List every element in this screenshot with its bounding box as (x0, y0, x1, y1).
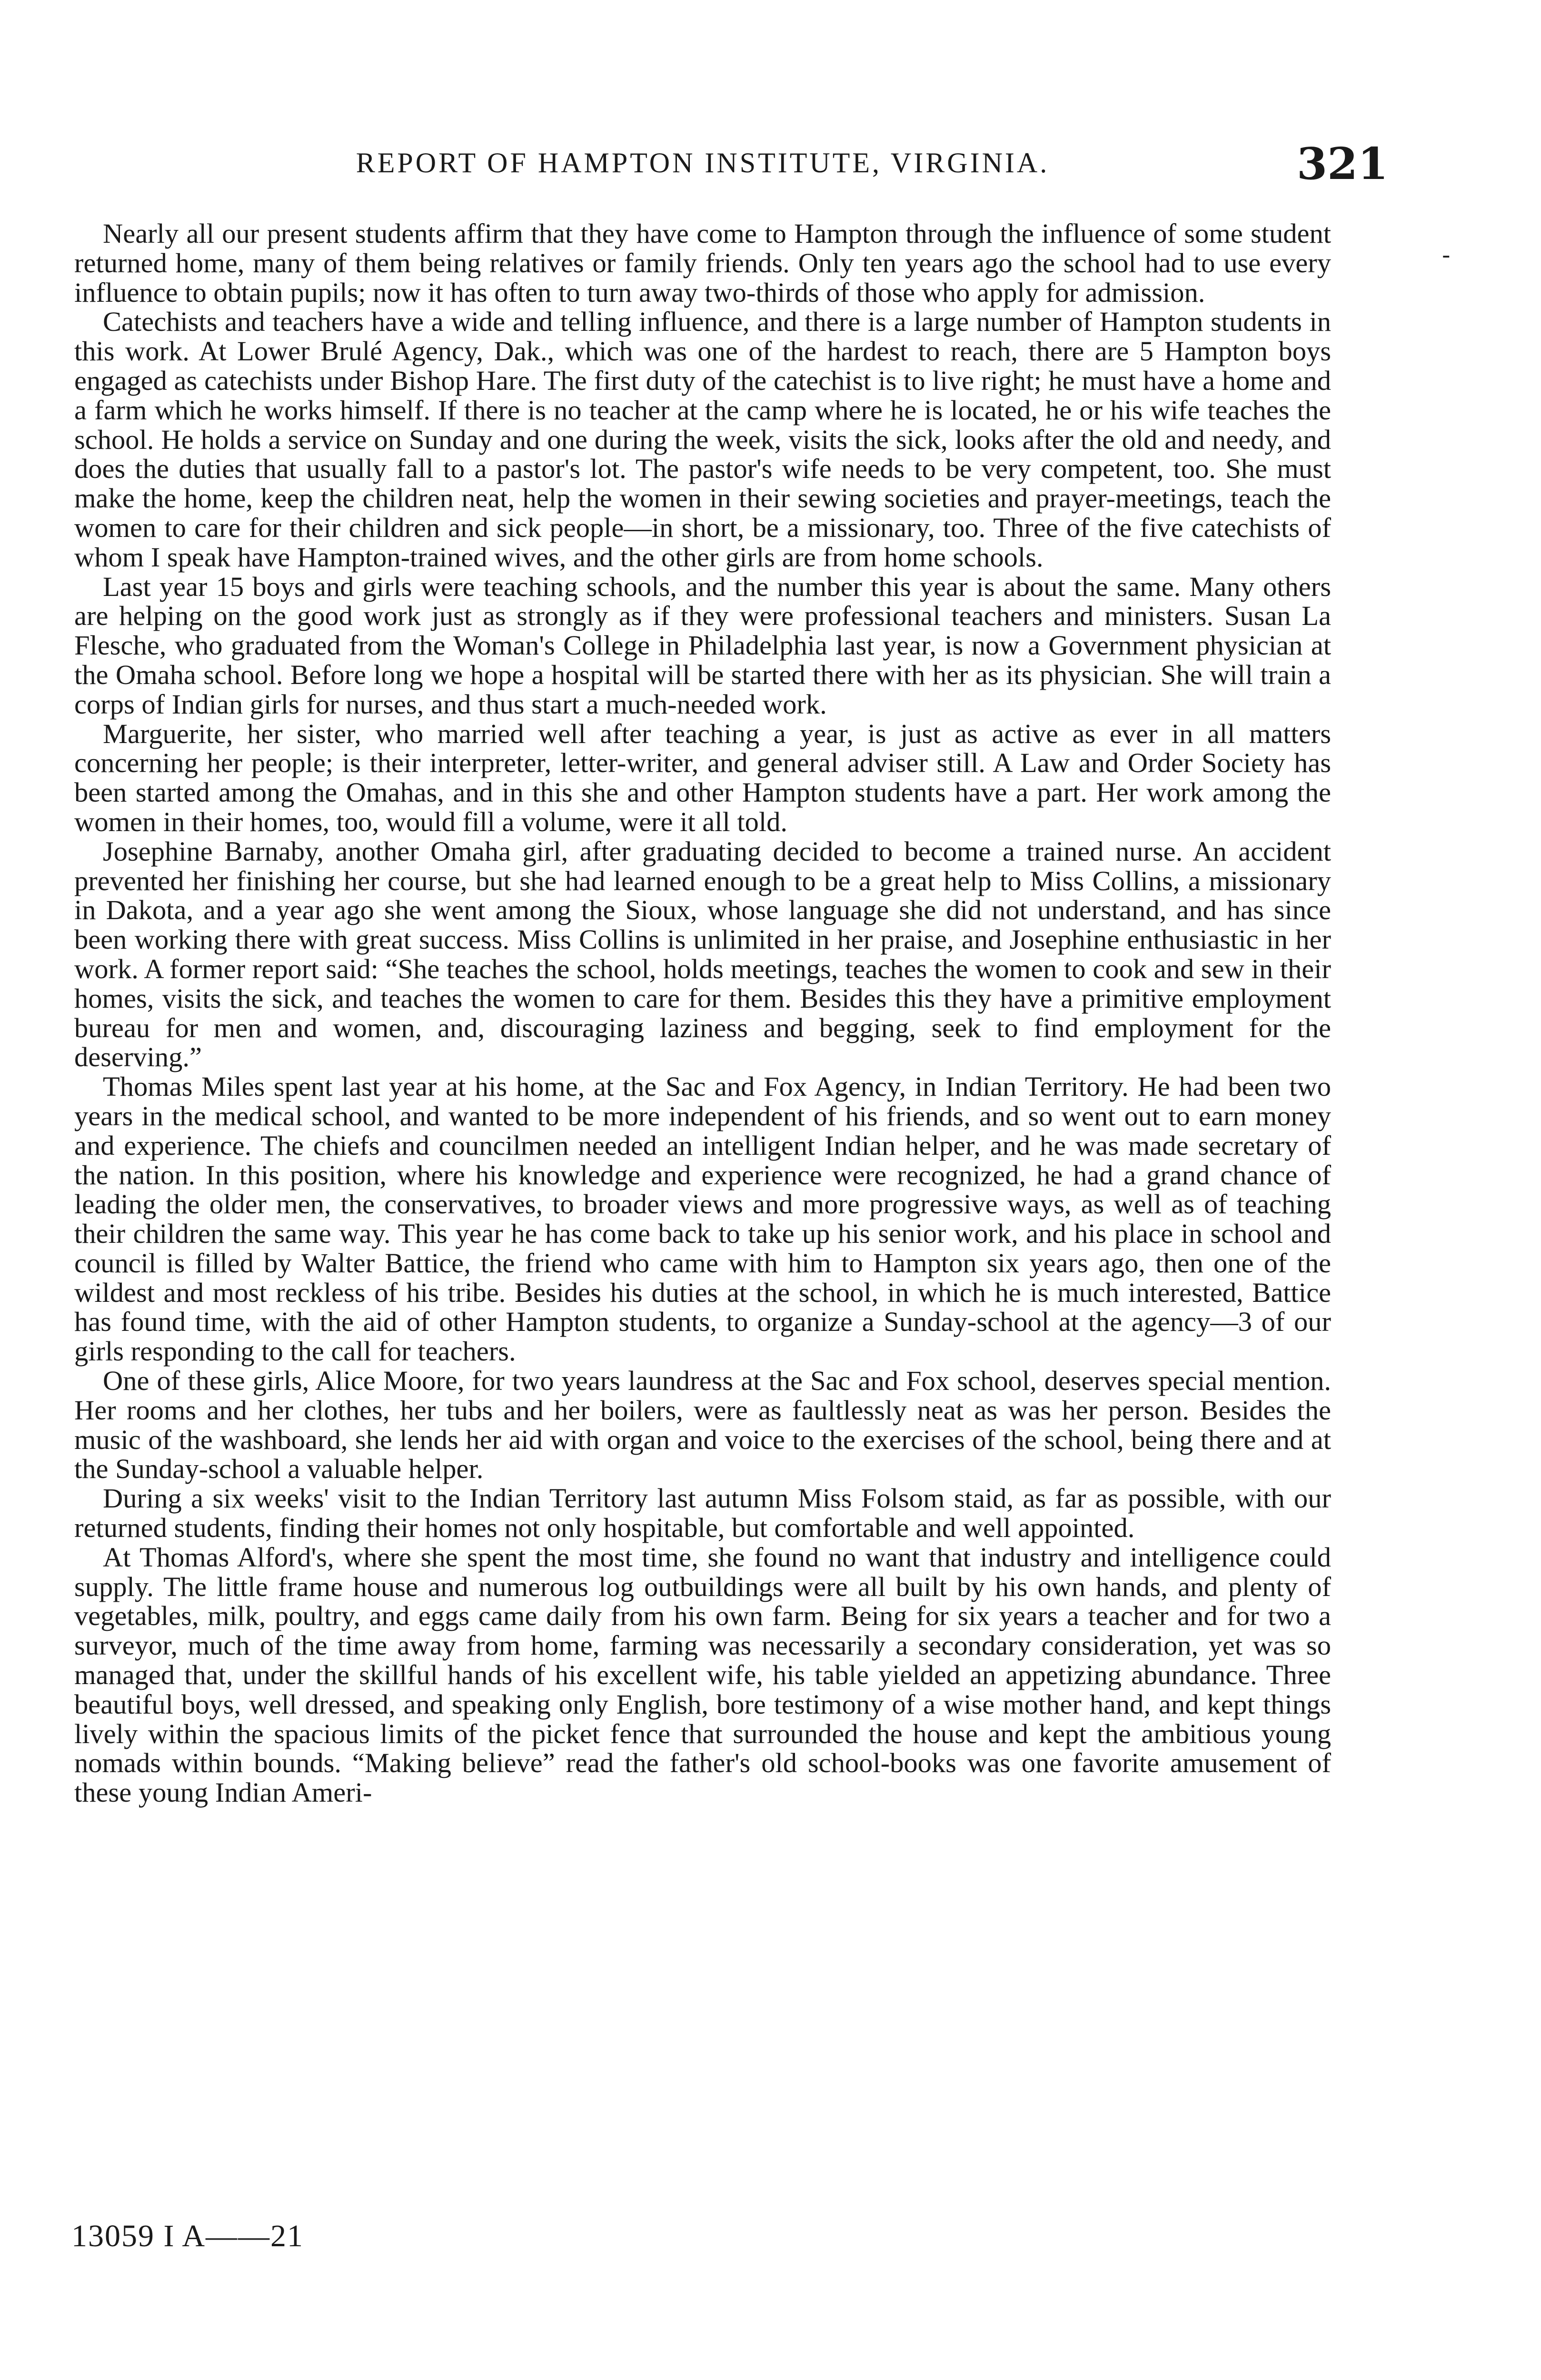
paragraph: Nearly all our present students affirm that they have come to Hampton through the influence of some student returned home, many of them being relatives or family friends. Only ten years ago the school had to use every influence to obtain pupils; now it has often to turn away two-thirds of those who apply for admission. (74, 218, 1331, 308)
report-page (74, 138, 1450, 1808)
paragraph: During a six weeks' visit to the Indian Territory last autumn Miss Folsom staid, as far as possible, with our returned students, finding their homes not only hospitable, but comfortable and well appointed. (74, 1483, 1331, 1544)
paragraph: Catechists and teachers have a wide and telling influence, and there is a large number of Hampton students in this work. At Lower Brulé Agency, Dak., which was one of the hardest to reach, there are 5 Hampton boys engaged as catechists under Bishop Hare. The first duty of the catechist is to live right; he must have a home and a farm which he works himself. If there is no teacher at the camp where he is located, he or his wife teaches the school. He holds a service on Sunday and one during the week, visits the sick, looks after the old and needy, and does the duties that usually fall to a pastor's lot. The pastor's wife needs to be very competent, too. She must make the home, keep the children neat, help the women in their sewing societies and prayer-meetings, teach the women to care for their children and sick people—in short, be a missionary, too. Three of the five catechists of whom I speak have Hampton-trained wives, and the other girls are from home schools. (74, 306, 1331, 573)
page-number: 321 (1296, 138, 1388, 189)
paragraph: Last year 15 boys and girls were teaching schools, and the number this year is about the same. Many others are helping on the good work just as strongly as if they were professional teachers and ministers. Susan La Flesche, who graduated from the Woman's College in Philadelphia last year, is now a Government physician at the Omaha school. Before long we hope a hospital will be started there with her as its physician. She will train a corps of Indian girls for nurses, and thus start a much-needed work. (74, 571, 1331, 720)
paragraph: At Thomas Alford's, where she spent the most time, she found no want that industry and intelligence could supply. The little frame house and numerous log outbuildings were all built by his own hands, and plenty of vegetables, milk, poultry, and eggs came daily from his own farm. Being for six years a teacher and for two a surveyor, much of the time away from home, farming was necessarily a secondary consideration, yet was so managed that, under the skillful hands of his excellent wife, his table yielded an appetizing abundance. Three beautiful boys, well dressed, and speaking only English, bore testimony of a wise mother hand, and kept things lively within the spacious limits of the picket fence that surrounded the house and kept the ambitious young nomads within bounds. “Making believe” read the father's old school-books was one favorite amusement of these young Indian Ameri- (74, 1541, 1331, 1808)
printer-signature: 13059 I A——21 (71, 2219, 304, 2253)
margin-mark: - (1442, 241, 1450, 268)
paragraph: Marguerite, her sister, who married well after teaching a year, is just as active as ever in all matters concerning her people; is their interpreter, letter-writer, and general adviser still. A Law and Order Society has been started among the Omahas, and in this she and other Hampton students have a part. Her work among the women in their homes, too, would fill a volume, were it all told. (74, 718, 1331, 837)
paragraph: Josephine Barnaby, another Omaha girl, after graduating decided to become a trained nurse. An accident prevented her finishing her course, but she had learned enough to be a great help to Miss Collins, a missionary in Dakota, and a year ago she went among the Sioux, whose language she did not understand, and has since been working there with great success. Miss Collins is unlimited in her praise, and Josephine enthusiastic in her work. A former report said: “She teaches the school, holds meetings, teaches the women to cook and sew in their homes, visits the sick, and teaches the women to care for them. Besides this they have a primitive employment bureau for men and women, and, discouraging laziness and begging, seek to find employment for the deserving.” (74, 835, 1331, 1073)
running-title: REPORT OF HAMPTON INSTITUTE, VIRGINIA. (356, 147, 1050, 178)
paragraph: One of these girls, Alice Moore, for two years laundress at the Sac and Fox school, deserves special mention. Her rooms and her clothes, her tubs and her boilers, were as faultlessly neat as was her person. Besides the music of the washboard, she lends her aid with organ and voice to the exercises of the school, being there and at the Sunday-school a valuable helper. (74, 1365, 1331, 1485)
paragraph: Thomas Miles spent last year at his home, at the Sac and Fox Agency, in Indian Territory. He had been two years in the medical school, and wanted to be more independent of his friends, and so went out to earn money and experience. The chiefs and councilmen needed an intelligent Indian helper, and he was made secretary of the nation. In this position, where his knowledge and experience were recognized, he had a grand chance of leading the older men, the conservatives, to broader views and more progressive ways, as well as of teaching their children the same way. This year he has come back to take up his senior work, and his place in school and council is filled by Walter Battice, the friend who came with him to Hampton six years ago, then one of the wildest and most reckless of his tribe. Besides his duties at the school, in which he is much interested, Battice has found time, with the aid of other Hampton students, to organize a Sunday-school at the agency—3 of our girls responding to the call for teachers. (74, 1071, 1331, 1367)
body-text (74, 219, 1331, 1807)
